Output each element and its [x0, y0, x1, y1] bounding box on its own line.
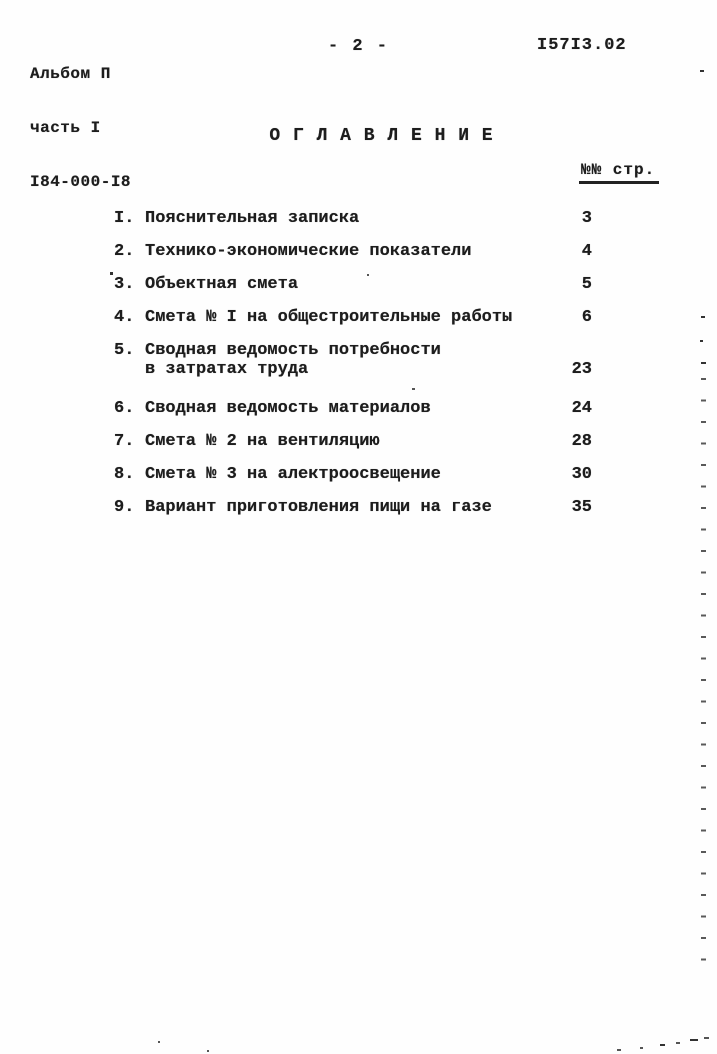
- toc-item-page: 3: [581, 209, 592, 228]
- scan-speck: [412, 388, 415, 390]
- scan-speck: [617, 1049, 621, 1051]
- toc-item-title: Вариант приготовления пищи на газе: [145, 498, 492, 517]
- toc-item-page: 35: [571, 498, 592, 517]
- toc-item-page: 28: [571, 432, 592, 451]
- document-number: I57I3.02: [537, 36, 627, 55]
- toc-item-title-line1: Сводная ведомость потребности: [145, 341, 441, 360]
- toc-item-title-line2: в затратах труда: [145, 360, 309, 379]
- toc-item-title: Технико-экономические показатели: [145, 242, 472, 261]
- toc-item-page: 23: [571, 360, 592, 379]
- scan-speck: [207, 1050, 209, 1052]
- toc-item-page: 4: [581, 242, 592, 261]
- toc-item-4: [114, 308, 592, 327]
- scan-speck: [110, 272, 113, 275]
- scan-speck: [158, 1041, 160, 1043]
- page-number: - 2 -: [327, 37, 389, 56]
- table-of-contents: [114, 209, 592, 531]
- scan-speck: [700, 70, 704, 72]
- toc-item-5: [114, 341, 592, 379]
- album-label: Альбом П: [30, 65, 111, 83]
- scan-speck: [640, 1047, 643, 1049]
- scan-speck: [676, 1042, 680, 1044]
- page-title: О Г Л А В Л Е Н И Е: [269, 126, 494, 146]
- scan-speck: [660, 1044, 665, 1046]
- toc-item-number: 5.: [114, 341, 135, 360]
- toc-item-title: Пояснительная записка: [145, 209, 360, 228]
- toc-item-number: 6.: [114, 399, 135, 418]
- series-number: I84-000-I8: [30, 173, 132, 191]
- toc-item-3: [114, 275, 592, 294]
- toc-item-9: [114, 498, 592, 517]
- scan-edge-tick-marks: [701, 378, 706, 963]
- toc-item-title: Объектная смета: [145, 275, 299, 294]
- toc-item-page: 5: [581, 275, 592, 294]
- scan-speck: [701, 362, 706, 364]
- page-column-header: №№ стр.: [579, 161, 659, 184]
- toc-item-number: 8.: [114, 465, 135, 484]
- toc-item-page: 30: [571, 465, 592, 484]
- toc-item-number: 3.: [114, 275, 135, 294]
- scan-speck: [367, 274, 369, 276]
- toc-item-7: [114, 432, 592, 451]
- toc-item-page: 6: [581, 308, 592, 327]
- toc-item-title: Смета № I на общестроительные работы: [145, 308, 513, 327]
- toc-item-number: 9.: [114, 498, 135, 517]
- toc-item-number: I.: [114, 209, 135, 228]
- scan-speck: [704, 1037, 709, 1039]
- toc-item-number: 4.: [114, 308, 135, 327]
- toc-item-8: [114, 465, 592, 484]
- toc-item-number: 2.: [114, 242, 135, 261]
- toc-item-title: [145, 341, 548, 379]
- toc-item-page: 24: [571, 399, 592, 418]
- toc-item-title: Сводная ведомость материалов: [145, 399, 431, 418]
- scan-speck: [700, 340, 703, 342]
- toc-item-title: Смета № 3 на алектроосвещение: [145, 465, 441, 484]
- toc-item-6: [114, 399, 592, 418]
- toc-item-title: Смета № 2 на вентиляцию: [145, 432, 380, 451]
- toc-item-1: [114, 209, 592, 228]
- scan-speck: [701, 316, 705, 318]
- toc-item-number: 7.: [114, 432, 135, 451]
- part-label: часть I: [30, 119, 101, 137]
- scan-speck: [690, 1039, 698, 1041]
- toc-item-2: [114, 242, 592, 261]
